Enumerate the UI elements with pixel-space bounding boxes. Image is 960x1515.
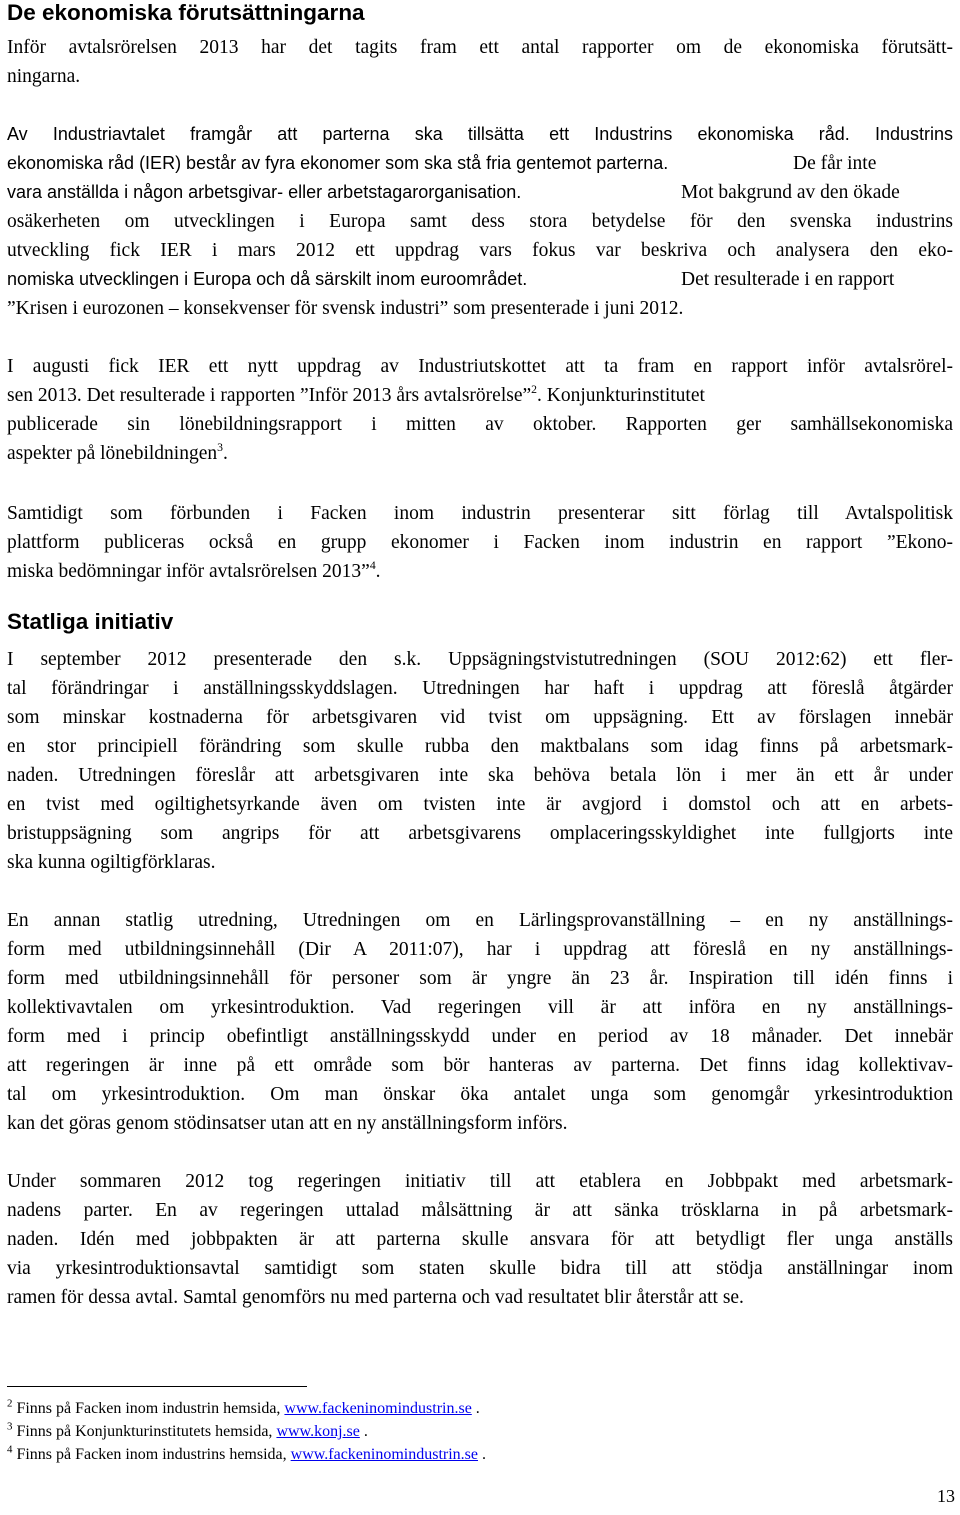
body-line: ekonomiska råd (IER) består av fyra ekonomer som ska stå fria gentemot parterna. (7, 153, 669, 173)
footnote-link[interactable]: www.fackeninomindustrin.se (284, 1400, 472, 1417)
body-line: Samtidigt som förbunden i Facken inom industrin presenterar sitt förlag till Avtalspolitisk (7, 503, 953, 524)
body-line: via yrkesintroduktionsavtal samtidigt som staten skulle bidra till att stödja anställningar inom (7, 1258, 953, 1279)
footnote-ref: 3 (217, 440, 223, 454)
footnote-2 (7, 1397, 480, 1420)
footnote-end: . (482, 1446, 487, 1463)
body-line-fragment: De får inte (793, 153, 877, 174)
footnote-link[interactable]: www.fackeninomindustrin.se (290, 1446, 479, 1463)
footnote-text: Finns på Konjunkturinstitutets hemsida, (16, 1423, 273, 1440)
body-text: sen 2013. Det resulterade i rapporten ”Inför 2013 års avtalsrörelse” (7, 385, 532, 406)
page-number: 13 (937, 1486, 955, 1506)
body-text: aspekter på lönebildningen (7, 443, 218, 464)
body-line: tal om yrkesintroduktion. Om man önskar öka antalet unga som genomgår yrkesintroduktion (7, 1084, 953, 1105)
body-line: form med i princip obefintligt anställningsskydd under en period av 18 månader. Det innebär (7, 1026, 953, 1047)
footnote-ref: 2 (531, 382, 537, 396)
body-line: En annan statlig utredning, Utredningen om en Lärlingsprovanställning – en ny anställnings- (7, 910, 953, 931)
body-line: publicerade sin lönebildningsrapport i mitten av oktober. Rapporten ger samhällsekonomiska (7, 414, 953, 435)
body-line: nadens parter. En av regeringen uttalad målsättning är att sänka trösklarna in på arbetsmark- (7, 1200, 953, 1221)
footnote-number: 2 (7, 1397, 13, 1410)
footnote-end: . (363, 1423, 368, 1440)
body-line: att regeringen är inne på ett område som bör hanteras av parterna. Det finns idag kollektivav- (7, 1055, 953, 1076)
body-line: I augusti fick IER ett nytt uppdrag av Industriutskottet att ta fram en rapport inför avtalsrörel- (7, 356, 953, 377)
body-line (7, 439, 228, 468)
body-line: form med utbildningsinnehåll (Dir A 2011:07), har i uppdrag att föreslå en ny anställnings- (7, 939, 953, 960)
footnote-separator (7, 1386, 307, 1387)
body-line: I september 2012 presenterade den s.k. Uppsägningstvistutredningen (SOU 2012:62) ett fler- (7, 649, 953, 670)
footnote-number: 3 (7, 1420, 13, 1433)
body-line: kan det göras genom stödinsatser utan att en ny anställningsform införs. (7, 1113, 568, 1134)
body-line: ”Krisen i eurozonen – konsekvenser för svensk industri” som presenterade i juni 2012. (7, 298, 684, 319)
body-line: ramen för dessa avtal. Samtal genomförs nu med parterna och vad resultatet blir återstår att se. (7, 1287, 744, 1308)
body-text: . (222, 443, 228, 464)
body-line: plattform publiceras också en grupp ekonomer i Facken inom industrin en rapport ”Ekono- (7, 532, 953, 553)
footnote-text: Finns på Facken inom industrin hemsida, (16, 1400, 281, 1417)
body-line: ningarna. (7, 66, 81, 87)
body-line: osäkerheten om utvecklingen i Europa samt dess stora betydelse för den svenska industrins (7, 211, 953, 232)
body-line: nomiska utvecklingen i Europa och då särskilt inom euroområdet. (7, 269, 528, 289)
body-line: bristuppsägning som angrips för att arbetsgivarens omplaceringsskyldighet inte fullgjorts inte (7, 823, 953, 844)
body-line (7, 557, 381, 586)
body-line: en stor principiell förändring som skulle rubba den maktbalans som idag finns på arbetsmark- (7, 736, 953, 757)
section-heading-ekonomiska: De ekonomiska förutsättningarna (7, 0, 365, 25)
body-line (7, 381, 705, 410)
section-heading-statliga: Statliga initiativ (7, 609, 174, 634)
body-line: Under sommaren 2012 tog regeringen initiativ till att etablera en Jobbpakt med arbetsmark- (7, 1171, 953, 1192)
footnote-3 (7, 1420, 368, 1443)
body-line-fragment: Mot bakgrund av den ökade (681, 182, 900, 203)
body-text: . (375, 561, 381, 582)
body-text: . Konjunkturinstitutet (536, 385, 705, 406)
footnote-link[interactable]: www.konj.se (276, 1423, 360, 1440)
body-line: vara anställda i någon arbetsgivar- eller arbetstagarorganisation. (7, 182, 522, 202)
footnote-ref: 4 (369, 558, 376, 572)
body-line: tal förändringar i anställningsskyddslagen. Utredningen har haft i uppdrag att föreslå åtgärder (7, 678, 953, 699)
body-text: miska bedömningar inför avtalsrörelsen 2013” (7, 561, 370, 582)
body-line: ska kunna ogiltigförklaras. (7, 852, 216, 873)
footnote-text: Finns på Facken inom industrins hemsida, (16, 1446, 287, 1463)
body-line: form med utbildningsinnehåll för personer som är yngre än 23 år. Inspiration till idén finns i (7, 968, 953, 989)
body-line: utveckling fick IER i mars 2012 ett uppdrag vars fokus var beskriva och analysera den eko- (7, 240, 953, 261)
footnote-end: . (475, 1400, 480, 1417)
footnote-number: 4 (7, 1443, 13, 1456)
body-line: kollektivavtalen om yrkesintroduktion. Vad regeringen vill är att införa en ny anställnings- (7, 997, 953, 1018)
body-line-fragment: Det resulterade i en rapport (681, 269, 895, 290)
body-line: naden. Utredningen föreslår att arbetsgivaren inte ska behöva betala lön i mer än ett år under (7, 765, 953, 786)
body-line: en tvist med ogiltighetsyrkande även om tvisten inte är avgjord i domstol och att en arbets- (7, 794, 953, 815)
body-line: Av Industriavtalet framgår att parterna ska tillsätta ett Industrins ekonomiska råd. Industrins (7, 124, 953, 144)
body-line: som minskar kostnaderna för arbetsgivaren vid tvist om uppsägning. Ett av förslagen innebär (7, 707, 953, 728)
footnote-4 (7, 1443, 486, 1466)
body-line: Inför avtalsrörelsen 2013 har det tagits fram ett antal rapporter om de ekonomiska förutsätt- (7, 37, 953, 58)
body-line: naden. Idén med jobbpakten är att parterna skulle ansvara för att betydligt fler unga anställs (7, 1229, 953, 1250)
